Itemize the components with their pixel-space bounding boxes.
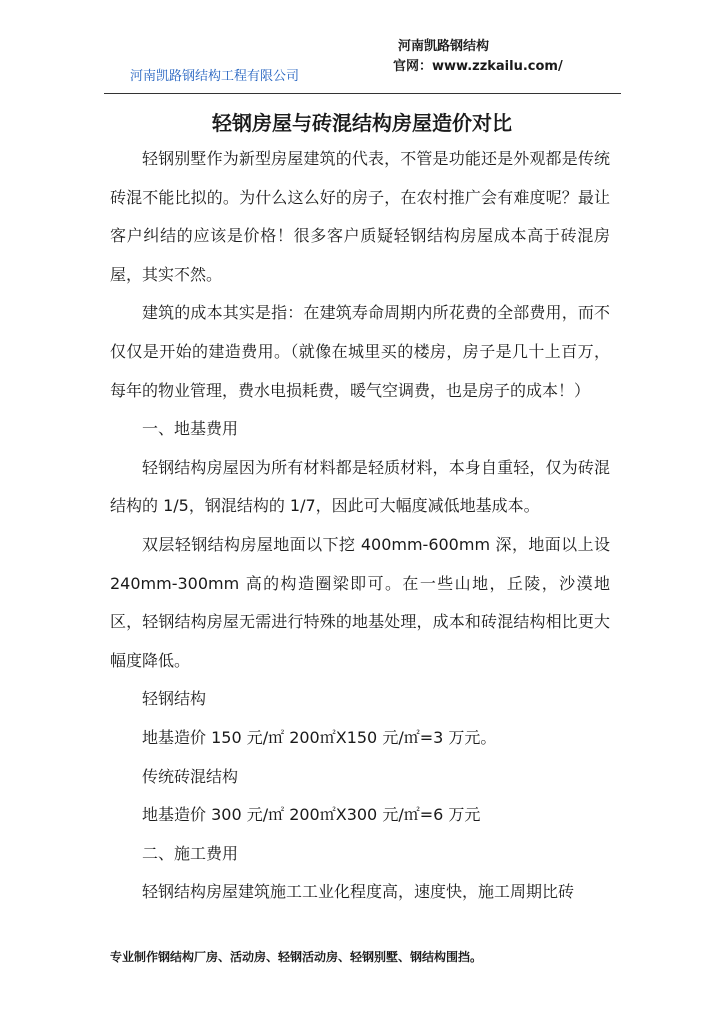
page-footer: 专业制作钢结构厂房、活动房、轻钢活动房、轻钢别墅、钢结构围挡。 (110, 950, 483, 964)
document-body (110, 140, 610, 912)
document-title: 轻钢房屋与砖混结构房屋造价对比 (212, 111, 512, 135)
cost-light-steel: 地基造价 150 元/㎡ 200㎡X150 元/㎡=3 万元。 (142, 727, 497, 747)
paragraph-cost-definition: 建筑的成本其实是指：在建筑寿命周期内所花费的全部费用，而不仅仅是开始的建造费用。（就像在城里买的楼房，房子是几十上百万，每年的物业管理，费水电损耗费，暖气空调费，也是房子的成本！） (110, 303, 610, 400)
company-name: 河南凯路钢结构工程有限公司 (130, 69, 300, 84)
header-divider (104, 93, 621, 94)
section-heading-construction: 二、施工费用 (142, 843, 239, 863)
paragraph-construction: 轻钢结构房屋建筑施工工业化程度高，速度快，施工周期比砖 (142, 882, 575, 902)
website-link[interactable]: 官网：www.zzkailu.com/ (393, 59, 563, 74)
section-heading-foundation: 一、地基费用 (142, 419, 239, 439)
brand-name: 河南凯路钢结构 (398, 39, 490, 54)
label-light-steel: 轻钢结构 (142, 689, 207, 709)
label-brick-concrete: 传统砖混结构 (142, 766, 239, 786)
cost-brick-concrete: 地基造价 300 元/㎡ 200㎡X300 元/㎡=6 万元 (142, 805, 481, 825)
paragraph-foundation-depth: 双层轻钢结构房屋地面以下挖 400mm-600mm 深，地面以上设 240mm-300mm 高的构造圈梁即可。在一些山地，丘陵，沙漠地区，轻钢结构房屋无需进行特殊的地基处理，成本和砖混结构相比更大幅度降低。 (110, 534, 610, 670)
paragraph-intro: 轻钢别墅作为新型房屋建筑的代表，不管是功能还是外观都是传统砖混不能比拟的。为什么这么好的房子，在农村推广会有难度呢？最让客户纠结的应该是价格！很多客户质疑轻钢结构房屋成本高于砖混房屋，其实不然。 (110, 149, 610, 284)
paragraph-foundation-weight: 轻钢结构房屋因为所有材料都是轻质材料，本身自重轻，仅为砖混结构的 1/5，钢混结构的 1/7，因此可大幅度减低地基成本。 (110, 457, 610, 516)
